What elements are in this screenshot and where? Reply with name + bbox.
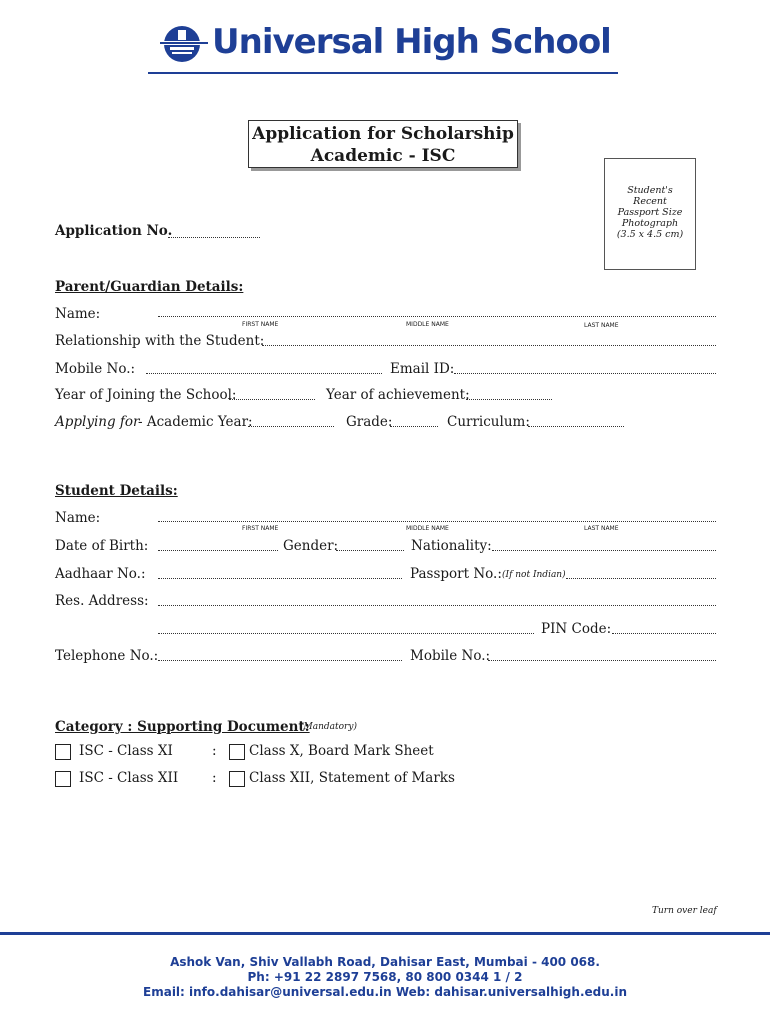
header-underline [148, 72, 618, 74]
aadhaar-label: Aadhaar No.: [55, 566, 146, 582]
student-name-label: Name: [55, 510, 101, 526]
student-middle-name-caption: MIDDLE NAME [406, 525, 449, 532]
grade-label: Grade: [346, 414, 393, 430]
grade-field[interactable] [390, 426, 438, 427]
student-first-name-caption: FIRST NAME [242, 525, 279, 532]
nationality-field[interactable] [492, 550, 716, 551]
relationship-field[interactable] [262, 345, 716, 346]
pin-code-field[interactable] [612, 633, 716, 634]
class-xii-marks-checkbox[interactable] [229, 771, 245, 787]
parent-name-label: Name: [55, 306, 101, 322]
photo-text-line: Passport Size [617, 207, 683, 218]
separator-colon: : [212, 743, 217, 759]
school-emblem-icon [160, 24, 208, 64]
curriculum-field[interactable] [528, 426, 624, 427]
dob-label: Date of Birth: [55, 538, 149, 554]
footer-contact-line: Email: info.dahisar@universal.edu.in Web: dahisar.universalhigh.edu.in [143, 985, 627, 999]
photo-text-line: Recent [633, 196, 667, 207]
year-achievement-label: Year of achievement: [326, 387, 470, 403]
address-label: Res. Address: [55, 593, 149, 609]
footer-phone-line: Ph: +91 22 2897 7568, 80 800 0344 1 / 2 [247, 970, 523, 984]
year-achievement-field[interactable] [466, 399, 552, 400]
student-section-heading: Student Details: [55, 483, 178, 499]
student-mobile-field[interactable] [488, 660, 716, 661]
class-xi-label: ISC - Class XI [79, 743, 173, 759]
class-xii-label: ISC - Class XII [79, 770, 179, 786]
passport-note: (If not Indian) [502, 570, 566, 580]
dob-field[interactable] [158, 550, 278, 551]
school-name: Universal High School [212, 22, 611, 62]
application-no-field[interactable] [168, 237, 260, 238]
aadhaar-field[interactable] [158, 578, 402, 579]
photo-text-line: Photograph [621, 218, 679, 229]
pin-code-label: PIN Code: [541, 621, 612, 637]
parent-mobile-field[interactable] [146, 373, 382, 374]
form-title: Application for Scholarship [252, 124, 514, 144]
photo-text-line: (3.5 x 4.5 cm) [616, 229, 684, 240]
class-x-marksheet-checkbox[interactable] [229, 744, 245, 760]
address-field-line2[interactable] [158, 633, 534, 634]
parent-section-heading: Parent/Guardian Details: [55, 279, 244, 295]
student-last-name-caption: LAST NAME [584, 525, 619, 532]
academic-year-field[interactable] [248, 426, 334, 427]
applying-for-label: Applying for [55, 414, 140, 430]
mandatory-note: (Mandatory) [300, 722, 357, 732]
student-name-field[interactable] [158, 521, 716, 522]
address-field-line1[interactable] [158, 605, 716, 606]
class-x-marksheet-label: Class X, Board Mark Sheet [249, 743, 434, 759]
gender-label: Gender: [283, 538, 339, 554]
telephone-field[interactable] [158, 660, 402, 661]
class-xii-checkbox[interactable] [55, 771, 71, 787]
class-xi-checkbox[interactable] [55, 744, 71, 760]
application-no-label: Application No. [55, 223, 173, 239]
parent-mobile-label: Mobile No.: [55, 361, 136, 377]
photo-text-line: Student's [627, 185, 673, 196]
curriculum-label: Curriculum: [447, 414, 530, 430]
email-field[interactable] [454, 373, 716, 374]
photo-box[interactable] [604, 158, 696, 270]
gender-field[interactable] [336, 550, 404, 551]
school-logo [160, 24, 208, 64]
year-joining-field[interactable] [229, 399, 315, 400]
footer-address [0, 955, 770, 1000]
passport-field[interactable] [566, 578, 716, 579]
parent-last-name-caption: LAST NAME [584, 322, 619, 329]
academic-year-label: - Academic Year: [138, 414, 253, 430]
category-section-heading: Category : Supporting Document: [55, 719, 310, 735]
telephone-label: Telephone No.: [55, 648, 159, 664]
year-joining-label: Year of Joining the School: [55, 387, 237, 403]
form-subtitle: Academic - ISC [310, 146, 456, 166]
footer-divider [0, 932, 770, 935]
separator-colon: : [212, 770, 217, 786]
student-mobile-label: Mobile No.: [410, 648, 491, 664]
form-title-box [248, 120, 518, 168]
parent-middle-name-caption: MIDDLE NAME [406, 321, 449, 328]
email-label: Email ID: [390, 361, 455, 377]
turn-over-note: Turn over leaf [652, 906, 717, 916]
parent-first-name-caption: FIRST NAME [242, 321, 279, 328]
nationality-label: Nationality: [411, 538, 492, 554]
relationship-label: Relationship with the Student: [55, 333, 265, 349]
parent-name-field[interactable] [158, 316, 716, 317]
class-xii-marks-label: Class XII, Statement of Marks [249, 770, 455, 786]
passport-label: Passport No.: [410, 566, 502, 582]
footer-address-line: Ashok Van, Shiv Vallabh Road, Dahisar East, Mumbai - 400 068. [170, 955, 600, 969]
